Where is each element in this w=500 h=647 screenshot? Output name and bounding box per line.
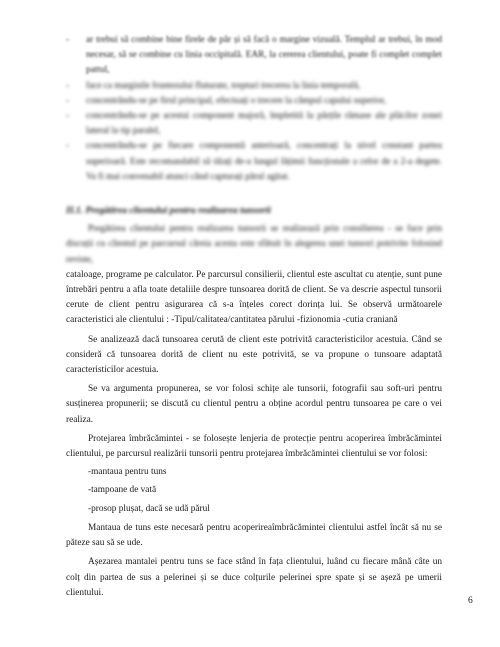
list-item-text: concentrându-se pe fiecare componentă anterioară, concentrați la nivel constant partea superioară. Este recomandabil să tăiați de-a lungul lățimii funcționale a celor de a 2-a degete. Va fi mai convenabil atunci când capturați părul agitat.: [86, 141, 442, 182]
bullet-dash: -: [66, 141, 70, 152]
paragraph-protection: Protejarea îmbrăcămintei - se folosește lenjeria de protecție pentru acoperirea îmbrăcămintei clientului, pe parcursul realizării tunsorii pentru protejarea îmbrăcămintei clientului se vor folosi:: [66, 433, 442, 460]
paragraph-cape-placement: Așezarea mantalei pentru tuns se face stând în fața clientului, luând cu fiecare mână câte un colț din partea de sus a pelerinei și se duce colțurile pelerinei spre spate și se așeză pe umerii clientului.: [66, 557, 442, 598]
list-item: -prosop plușat, dacă se udă părul: [88, 503, 210, 514]
list-item-text: face ca marginile fruntezului fluturate, trepturi trecerea la linia temporală,: [86, 80, 361, 91]
list-item-text: ar trebui să combine bine firele de păr și să facă o margine vizuală. Templul ar trebui, în mod necesar, să se combine cu linia occipitală. EAR, la cererea clientului, poate fi complet complet pattul,: [86, 35, 442, 76]
section-heading: II.1. Pregătirea clientului pentru realizarea tunsorii: [66, 205, 271, 217]
intro-paragraph: cataloage, programe pe calculator. Pe parcursul consilierii, clientul este ascultat cu atenție, sunt pune întrebări pentru a afla toate detaliile despre tunsoarea dorită de client. Se va descrie aspectul tunsorii cerute de client pentru asigurarea că s-a înțeles corect dorința lui. Se observă următoarele caracteristici ale clientului : -Tipul/calitatea/cantitatea părului -fizionomia -cutia craniană: [66, 269, 442, 326]
bullet-dash: -: [66, 95, 70, 106]
list-item: -mantaua pentru tuns: [88, 467, 167, 478]
bullet-list: [66, 33, 442, 185]
paragraph-cape: Mantaua de tuns este necesară pentru acoperireaîmbrăcămintei clientului astfel încât să nu se păteze sau să se ude.: [66, 522, 442, 549]
bullet-dash: -: [66, 111, 70, 122]
bullet-dash: -: [66, 35, 70, 45]
page-number: 6: [468, 596, 473, 606]
list-item: [66, 109, 442, 139]
list-item-text: concentrându-se pe acestui component majoră, împletită la părțile rămase ale plăcilor zonei lateral la tip paralel,: [86, 111, 442, 137]
list-item: [66, 33, 442, 79]
paragraph-argument: Se va argumenta propunerea, se vor folosi schițe ale tunsorii, fotografii sau soft-uri pentru susținerea propunerii; se discută cu clientul pentru a obține acordul pentru tunsoarea pe care o vei realiza.: [66, 384, 442, 425]
page-content: [66, 33, 442, 601]
list-item-text: concentrându-se pe firul principal, efectuați o trecere la câmpul capului superior,: [86, 95, 387, 106]
bullet-dash: -: [66, 80, 70, 91]
intro-paragraph-blurred: Pregătirea clientului pentru realizarea tunsorii se realizează prin consilierea - se face prin discuții cu clientul pe parcursul căreia acesta este sfătuit în alegerea unei tunsori potrivite folosind reviste,: [66, 224, 442, 265]
list-item: [66, 94, 442, 109]
list-item: -tampoane de vată: [88, 485, 157, 496]
list-item: [66, 139, 442, 185]
paragraph-analysis: Se analizează dacă tunsoarea cerută de client este potrivită caracteristicilor acestuia. Când se consideră că tunsoarea dorită de client nu este potrivită, se va propune o tunsoare adaptată caracteristicilor acestuia.: [66, 334, 442, 376]
list-item: [66, 79, 442, 94]
